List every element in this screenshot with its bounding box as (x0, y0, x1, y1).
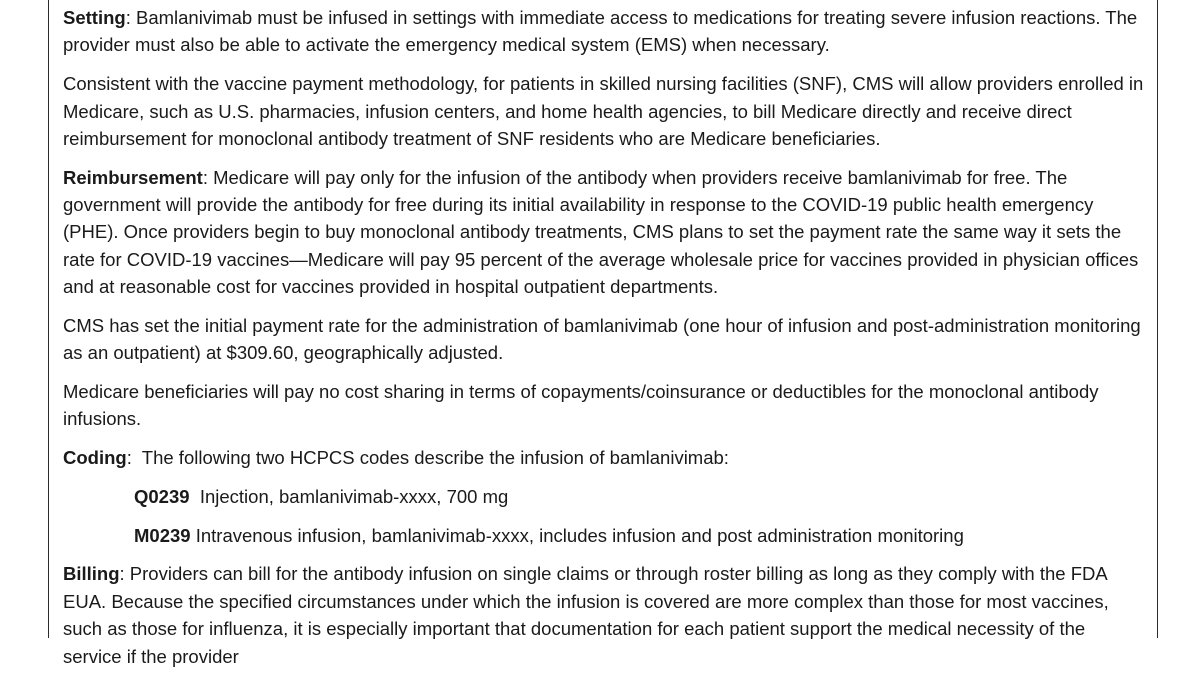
setting-paragraph (63, 4, 1148, 59)
coding-paragraph (63, 444, 1148, 471)
document-body (63, 4, 1148, 681)
reimbursement-text: : Medicare will pay only for the infusion of the antibody when providers receive bamlanivimab for free. The government will provide the antibody for free during its initial availability in response to the COVID-19 public health emergency (PHE). Once providers begin to buy monoclonal antibody treatments, CMS plans to set the payment rate the same way it sets the rate for COVID-19 vaccines—Medicare will pay 95 percent of the average wholesale price for vaccines provided in physician offices and at reasonable cost for vaccines provided in hospital outpatient departments. (63, 166, 1139, 298)
reimbursement-paragraph (63, 164, 1148, 301)
billing-text: : Providers can bill for the antibody infusion on single claims or through roster billing as long as they comply with the FDA EUA. Because the specified circumstances under which the infusion is covered are more complex than those for most vaccines, such as those for influenza, it is especially important that documentation for each patient support the medical necessity of the service if the provider (63, 563, 1109, 667)
hcpcs-code-m0239 (63, 522, 1148, 549)
setting-text: : Bamlanivimab must be infused in settings with immediate access to medications for treating severe infusion reactions. The provider must also be able to activate the emergency medical system (EMS) when necessary. (63, 7, 1138, 56)
code-description: Intravenous infusion, bamlanivimab-xxxx, includes infusion and post administration monitoring (190, 524, 964, 546)
billing-term: Billing (63, 563, 120, 585)
snf-paragraph: Consistent with the vaccine payment methodology, for patients in skilled nursing facilities (SNF), CMS will allow providers enrolled in Medicare, such as U.S. pharmacies, infusion centers, and home health agencies, to bill Medicare directly and receive direct reimbursement for monoclonal antibody treatment of SNF residents who are Medicare beneficiaries. (63, 73, 1144, 149)
reimbursement-term: Reimbursement (63, 166, 203, 188)
payment-rate-paragraph: CMS has set the initial payment rate for the administration of bamlanivimab (one hour of infusion and post-administration monitoring as an outpatient) at $309.60, geographically adjusted. (63, 314, 1141, 364)
setting-term: Setting (63, 7, 126, 28)
cost-sharing-paragraph: Medicare beneficiaries will pay no cost sharing in terms of copayments/coinsurance or deductibles for the monoclonal antibody infusions. (63, 381, 1099, 430)
code-value: Q0239 (134, 485, 190, 507)
coding-text: : The following two HCPCS codes describe the infusion of bamlanivimab: (126, 447, 729, 469)
coding-term: Coding (63, 447, 127, 469)
code-description: Injection, bamlanivimab-xxxx, 700 mg (189, 485, 509, 507)
billing-paragraph (63, 560, 1148, 670)
hcpcs-code-q0239 (63, 483, 1148, 510)
code-value: M0239 (134, 524, 191, 546)
